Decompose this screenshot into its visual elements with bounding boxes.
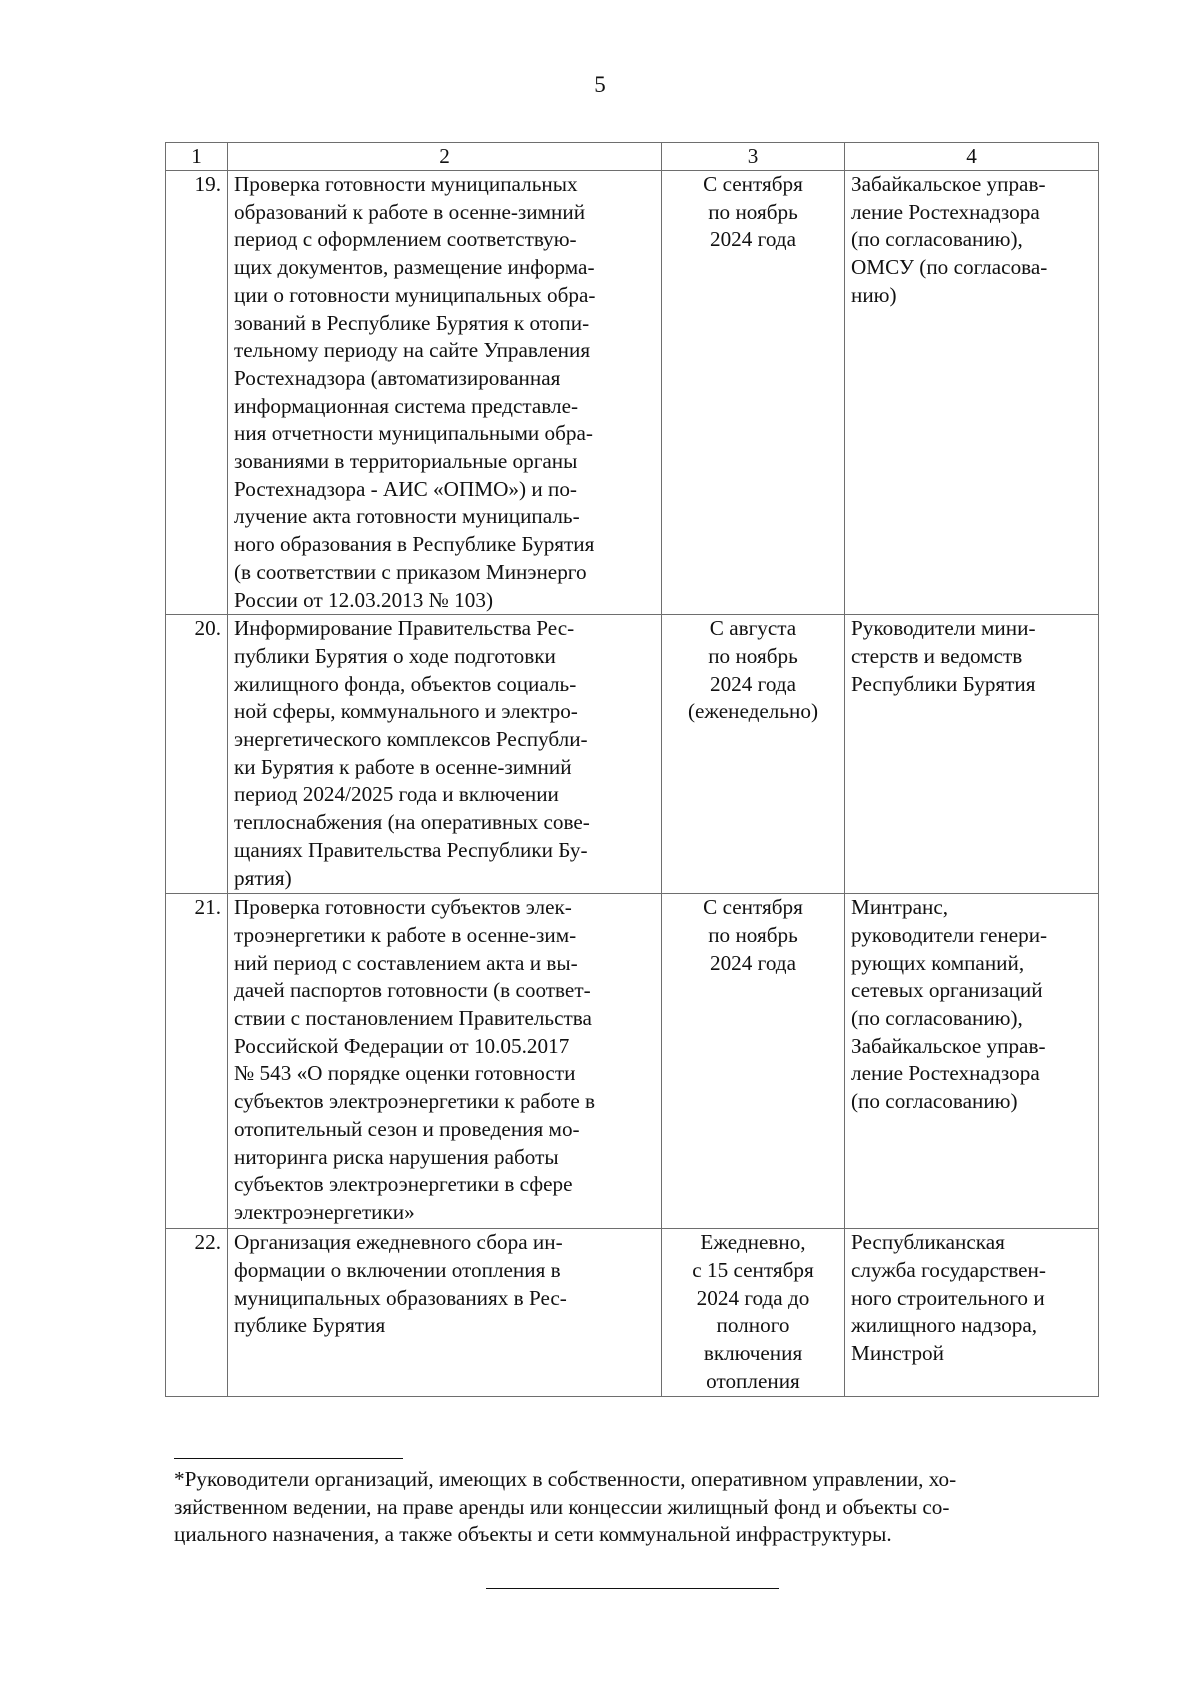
- row-description: Проверка готовности муниципальных образований к работе в осенне-зимний период с оформлением соответствую- щих документов, размещение информа- ции о готовности муниципальных обра- зований в Республике Бурятия к отопи- тельному периоду на сайте Управления Ростехнадзора (автоматизированная информационная система представле- ния отчетности муниципальными обра- зованиями в территориальные органы Ростехнадзора - АИС «ОПМО») и по- лучение акта готовности муниципаль- ного образования в Республике Бурятия (в соответствии с приказом Минэнерго России от 12.03.2013 № 103): [228, 171, 662, 615]
- row-period: С августа по ноябрь 2024 года (еженедельно): [662, 615, 845, 894]
- plan-table: [165, 142, 1099, 1397]
- row-responsible: Минтранс, руководители генери- рующих компаний, сетевых организаций (по согласованию), Забайкальское управ- ление Ростехнадзора (по согласованию): [845, 894, 1099, 1229]
- column-header-responsible: 4: [845, 143, 1099, 171]
- page-number: 5: [594, 72, 606, 97]
- row-number: 21.: [166, 894, 228, 1229]
- row-description: Информирование Правительства Рес- публики Бурятия о ходе подготовки жилищного фонда, объектов социаль- ной сферы, коммунального и электро- энергетического комплексов Республи- ки Бурятия к работе в осенне-зимний период 2024/2025 года и включении теплоснабжения (на оперативных сове- щаниях Правительства Республики Бу- рятия): [228, 615, 662, 894]
- row-number: 22.: [166, 1229, 228, 1397]
- table-row: [166, 894, 1099, 1229]
- row-period: С сентября по ноябрь 2024 года: [662, 894, 845, 1229]
- row-number: 20.: [166, 615, 228, 894]
- row-responsible: Республиканская служба государствен- ного строительного и жилищного надзора, Минстрой: [845, 1229, 1099, 1397]
- end-divider: [486, 1588, 779, 1589]
- table-row: [166, 615, 1099, 894]
- table-header-row: [166, 143, 1099, 171]
- row-responsible: Руководители мини- стерств и ведомств Республики Бурятия: [845, 615, 1099, 894]
- row-description: Организация ежедневного сбора ин- формации о включении отопления в муниципальных образованиях в Рес- публике Бурятия: [228, 1229, 662, 1397]
- row-period: Ежедневно, с 15 сентября 2024 года до полного включения отопления: [662, 1229, 845, 1397]
- row-description: Проверка готовности субъектов элек- троэнергетики к работе в осенне-зим- ний период с составлением акта и вы- дачей паспортов готовности (в соответ- ствии с постановлением Правительства Российской Федерации от 10.05.2017 № 543 «О порядке оценки готовности субъектов электроэнергетики к работе в отопительный сезон и проведения мо- ниторинга риска нарушения работы субъектов электроэнергетики в сфере электроэнергетики»: [228, 894, 662, 1229]
- footnote-divider: [174, 1458, 403, 1459]
- column-header-period: 3: [662, 143, 845, 171]
- column-header-number: 1: [166, 143, 228, 171]
- table-row: [166, 1229, 1099, 1397]
- footnote: *Руководители организаций, имеющих в собственности, оперативном управлении, хо- зяйственном ведении, на праве аренды или концессии жилищный фонд и объекты со- циального назначения, а также объекты и сети коммунальной инфраструктуры.: [174, 1467, 957, 1546]
- row-number: 19.: [166, 171, 228, 615]
- row-responsible: Забайкальское управ- ление Ростехнадзора (по согласованию), ОМСУ (по согласова- нию): [845, 171, 1099, 615]
- row-period: С сентября по ноябрь 2024 года: [662, 171, 845, 615]
- table-row: [166, 171, 1099, 615]
- column-header-description: 2: [228, 143, 662, 171]
